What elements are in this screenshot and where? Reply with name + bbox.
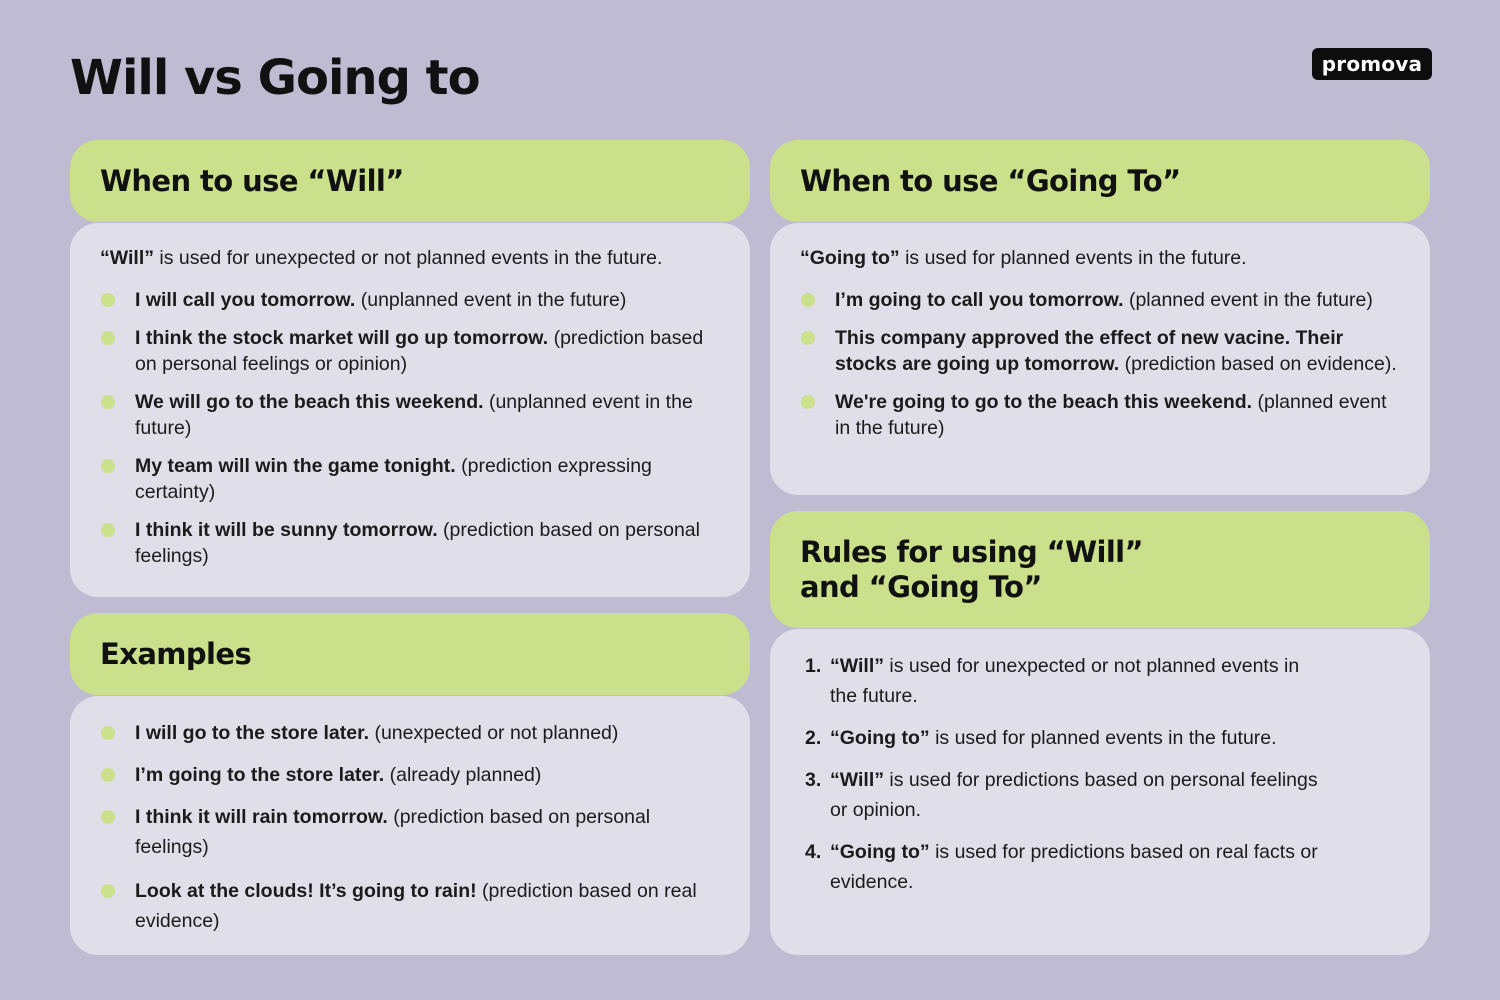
list-item	[800, 389, 1400, 441]
bullet-dot-icon	[801, 395, 815, 409]
bullet-dot-icon	[101, 459, 115, 473]
will-card-heading: When to use “Will”	[70, 140, 750, 222]
rule-term: “Going to”	[830, 727, 930, 749]
example-sentence: Look at the clouds! It’s going to rain!	[135, 880, 477, 902]
rules-card-heading	[770, 511, 1430, 628]
will-usage-list	[100, 287, 720, 569]
will-intro-text: is used for unexpected or not planned events in the future.	[154, 247, 663, 269]
example-note: (prediction based on personal feelings)	[135, 806, 651, 858]
rule-term: “Will”	[830, 655, 884, 677]
will-intro-term: “Will”	[100, 247, 154, 269]
rules-card-body	[770, 629, 1430, 955]
rule-number: 1.	[805, 655, 822, 677]
bullet-dot-icon	[101, 395, 115, 409]
example-sentence: I’m going to call you tomorrow.	[835, 289, 1124, 311]
example-sentence: I’m going to the store later.	[135, 764, 385, 786]
bullet-dot-icon	[801, 293, 815, 307]
going-to-intro-text: is used for planned events in the future.	[899, 247, 1247, 269]
example-sentence: I think it will rain tomorrow.	[135, 806, 388, 828]
rules-heading-line-1: Rules for using “Will”	[800, 535, 1143, 570]
going-to-usage-list	[800, 287, 1400, 441]
going-to-intro	[800, 245, 1400, 271]
going-to-card-heading: When to use “Going To”	[770, 140, 1430, 222]
rule-item	[800, 765, 1400, 825]
bullet-dot-icon	[101, 726, 115, 740]
list-item	[100, 325, 720, 377]
example-sentence: I think it will be sunny tomorrow.	[135, 519, 438, 541]
rule-term: “Going to”	[830, 841, 930, 863]
bullet-dot-icon	[101, 331, 115, 345]
list-item	[100, 287, 720, 313]
list-item	[800, 325, 1400, 377]
rule-item	[800, 723, 1400, 753]
rule-term: “Will”	[830, 769, 884, 791]
examples-card-heading: Examples	[70, 613, 750, 695]
example-note: (planned event in the future)	[835, 391, 1387, 439]
list-item	[100, 517, 720, 569]
rule-text: is used for predictions based on personal feelings or opinion.	[830, 769, 1318, 821]
example-note: (unplanned event in the future)	[135, 391, 693, 439]
example-note: (prediction expressing certainty)	[135, 455, 652, 503]
examples-list	[100, 718, 720, 936]
rule-text: is used for planned events in the future.	[929, 727, 1277, 749]
example-note: (prediction based on evidence).	[1119, 353, 1397, 375]
will-card-body	[70, 223, 750, 597]
bullet-dot-icon	[101, 768, 115, 782]
going-to-card-body	[770, 223, 1430, 495]
will-card	[70, 140, 750, 597]
bullet-dot-icon	[101, 293, 115, 307]
rule-number: 2.	[805, 727, 822, 749]
example-note: (prediction based on personal feelings or opinion)	[135, 327, 704, 375]
rule-text: is used for unexpected or not planned events in the future.	[830, 655, 1300, 707]
rule-number: 4.	[805, 841, 822, 863]
example-note: (already planned)	[384, 764, 542, 786]
example-note: (prediction based on personal feelings)	[135, 519, 700, 567]
will-intro	[100, 245, 720, 271]
rule-item	[800, 837, 1400, 897]
list-item	[100, 876, 720, 936]
rules-list	[800, 651, 1400, 897]
example-note: (prediction based on real evidence)	[135, 880, 697, 932]
example-sentence: We're going to go to the beach this weekend.	[835, 391, 1253, 413]
promova-logo: promova	[1312, 48, 1432, 80]
example-sentence: I think the stock market will go up tomorrow.	[135, 327, 549, 349]
rule-item	[800, 651, 1400, 711]
rules-heading-line-2: and “Going To”	[800, 569, 1042, 604]
rule-text: is used for predictions based on real facts or evidence.	[830, 841, 1318, 893]
examples-card	[70, 613, 750, 955]
list-item	[100, 718, 720, 748]
bullet-dot-icon	[101, 523, 115, 537]
going-to-intro-term: “Going to”	[800, 247, 900, 269]
list-item	[100, 802, 720, 862]
example-sentence: This company approved the effect of new vacine. Their stocks are going up tomorrow.	[835, 327, 1344, 375]
rule-number: 3.	[805, 769, 822, 791]
list-item	[800, 287, 1400, 313]
bullet-dot-icon	[101, 884, 115, 898]
example-note: (planned event in the future)	[1123, 289, 1373, 311]
rules-card	[770, 511, 1430, 955]
example-sentence: We will go to the beach this weekend.	[135, 391, 484, 413]
example-note: (unexpected or not planned)	[369, 722, 619, 744]
bullet-dot-icon	[101, 810, 115, 824]
page-title: Will vs Going to	[70, 50, 480, 106]
example-sentence: My team will win the game tonight.	[135, 455, 456, 477]
example-sentence: I will call you tomorrow.	[135, 289, 356, 311]
example-sentence: I will go to the store later.	[135, 722, 370, 744]
list-item	[100, 453, 720, 505]
example-note: (unplanned event in the future)	[355, 289, 627, 311]
list-item	[100, 760, 720, 790]
going-to-card	[770, 140, 1430, 495]
list-item	[100, 389, 720, 441]
bullet-dot-icon	[801, 331, 815, 345]
examples-card-body	[70, 696, 750, 955]
